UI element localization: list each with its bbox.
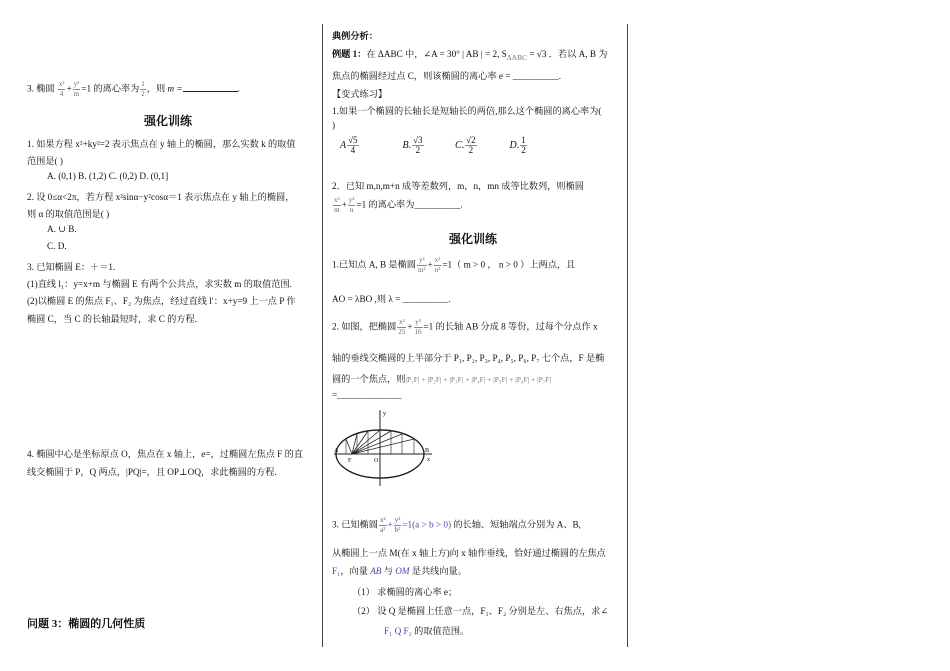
r3-mid: 的长轴、短轴端点分别为 A、B, [451, 519, 581, 530]
ex1-text: 在 ΔABC 中，∠A = 30° | AB | = 2, S [366, 49, 507, 59]
ex1-text-b: = √3 ．若以 A, B 为 [527, 49, 608, 59]
r2-frac-y: $\frac{\text{y²}}{16}$ [414, 318, 422, 336]
r1-frac-y: $\frac{\text{y²}}{\text{m²}}$ [417, 256, 426, 274]
vp1-line2: ) [332, 120, 336, 130]
vp2-frac-x: $\frac{\text{x²}}{m}$ [334, 196, 340, 214]
q3-plus: + [66, 83, 72, 94]
label-a: A [334, 448, 339, 454]
ex1-sub: ΔABC [506, 52, 528, 62]
r2-line2: 轴的垂线交椭圆的上半部分于 P₁, P₂, P₃, P₄, P₅, P₆, P₇ 七个点，F 是椭 [332, 353, 605, 363]
left-p3-line3: (2)以椭圆 E 的焦点 F₁、F₂ 为焦点，经过直线 l′：x+y=9 上一点 P 作 [27, 296, 296, 306]
r2-mid: =1 的长轴 AB 分成 8 等份，过每个分点作 x [423, 321, 598, 332]
r3-and: 与 [381, 566, 396, 576]
r3-angle: F₁ Q F₂ [384, 626, 412, 636]
ellipse-figure [334, 406, 434, 492]
left-p2-line1: 2. 设 0≤α<2π，若方程 x²sinα−y²cosα＝1 表示焦点在 y 轴上的椭圆， [27, 192, 295, 202]
example-title: 典例分析： [332, 31, 378, 41]
focal-ray-1 [346, 439, 352, 454]
left-p2-options-ab: A. ∪ B. [47, 224, 77, 234]
right-heading-training: 强化训练 [449, 232, 498, 246]
r3-vector-ab: AB [370, 566, 382, 576]
r3-range: 的取值范围。 [411, 626, 470, 636]
r2-line4: =______________ [332, 390, 402, 400]
r3-f1: F₁ [332, 566, 341, 576]
left-p3-line2: (1)直线 l₁：y=x+m 与椭圆 E 有两个公共点，求实数 m 的取值范围. [27, 279, 292, 289]
r3-sub3 [384, 623, 469, 637]
left-p3-line1: 3. 已知椭圆 E：＋＝1. [27, 262, 116, 272]
left-p4-line1: 4. 椭圆中心是坐标原点 O，焦点在 x 轴上，e=，过椭圆左焦点 F 的直 [27, 449, 303, 459]
r2-line3-text: 圆的一个焦点，则 [332, 374, 406, 384]
r2-sum-expression: |P₁F| + |P₂F| + |P₃F| + |P₄F| + |P₅F| + |P₆F| + |P₇F| [405, 375, 552, 384]
left-p4-line2: 线交椭圆于 P，Q 两点，|PQ|=，且 OP⊥OQ，求此椭圆的方程. [27, 467, 277, 477]
vp2-line2: $\frac{\text{x²}}{m}$ + $\frac{\text{y²}}{n}$ =1 的离心率为__________. [334, 196, 463, 214]
r3-frac-x: $\frac{\text{x²}}{\text{a²}}$ [379, 516, 386, 534]
r1-line2: AO = λBO ,则 λ = __________. [332, 294, 451, 304]
r3-vector-om: OM [395, 566, 410, 576]
left-p1-line2: 范围是( ) [27, 156, 63, 166]
vp1-option-b: B. $\frac{√3}{2}$ [402, 135, 423, 155]
label-y: y [383, 411, 386, 417]
r2-line3 [332, 371, 551, 385]
q3-blank [183, 83, 238, 92]
q3-mid: =1 的离心率为 [81, 83, 140, 94]
label-f: F [348, 458, 352, 464]
ex1-label: 例题 1： [332, 49, 367, 59]
left-p3-line4: 椭圆 C，当 C 的长轴最短时，求 C 的方程. [27, 314, 197, 324]
label-x: x [427, 457, 430, 463]
vp2-line1: 2．已知 m,n,m+n 成等差数列，m，n，mn 成等比数列，则椭圆 [332, 181, 584, 191]
vp2-frac-y: $\frac{\text{y²}}{n}$ [348, 196, 355, 214]
r3-pre: 3. 已知椭圆 [332, 519, 378, 530]
left-p2-options-cd: C. D. [47, 241, 67, 251]
r1-mid: =1（ m > 0 ， n > 0 ）上两点，且 [442, 259, 576, 270]
left-heading-training: 强化训练 [144, 114, 193, 128]
r3-line1: 3. 已知椭圆 $\frac{\text{x²}}{\text{a²}}$ + $\frac{\text{y²}}{\text{b²}}$ =1(a > b > 0) 的长轴、短轴端点分别为 A、B, [332, 516, 581, 534]
r2-frac-x: $\frac{\text{x²}}{25}$ [398, 318, 406, 336]
q3-frac-half: $\frac{1}{2}$ [141, 80, 145, 98]
q3-post: ，则 [146, 83, 166, 94]
vp1-line1: 1.如果一个椭圆的长轴长是短轴长的两倍,那么这个椭圆的离心率为( [332, 106, 602, 116]
ex1-line2: 焦点的椭圆经过点 C，则该椭圆的离心率 e = __________. [332, 71, 561, 81]
r2-line1: 2. 如图，把椭圆 $\frac{\text{x²}}{25}$ + $\frac{\text{y²}}{16}$ =1 的长轴 AB 分成 8 等份，过每个分点作 x [332, 318, 598, 336]
r1-pre: 1.已知点 A, B 是椭圆 [332, 259, 416, 270]
column-divider-left [322, 24, 323, 647]
r3-condition: =1(a > b > 0) [402, 519, 452, 530]
q3-frac-x: $\frac{\text{x²}}{4}$ [58, 80, 65, 98]
vp1-option-c: C. $\frac{√2}{2}$ [455, 135, 476, 155]
r3-sub2: （2） 设 Q 是椭圆上任意一点，F₁、F₂ 分别是左、右焦点，求∠ [352, 606, 609, 616]
label-o: O [374, 458, 379, 464]
r3-line3 [332, 563, 467, 577]
q3-var: m = [167, 83, 183, 94]
r3-sub1: （1） 求椭圆的离心率 e； [352, 587, 458, 597]
variant-practice-title: 【变式练习】 [332, 89, 388, 99]
column-divider-right [627, 24, 628, 647]
vp1-options [340, 136, 550, 155]
r2-pre: 2. 如图，把椭圆 [332, 321, 397, 332]
vp1-option-d: D. $\frac{1}{2}$ [509, 135, 526, 155]
focal-ray-5 [352, 431, 391, 454]
left-q3: 3. 椭圆 $\frac{\text{x²}}{4}$ + $\frac{\text{y²}}{m}$ =1 的离心率为 $\frac{1}{2}$ ，则 m = . [27, 80, 240, 98]
q3-prefix: 3. 椭圆 [27, 83, 55, 94]
vp1-option-a: A $\frac{√5}{4}$ [340, 135, 358, 155]
r3-line2: 从椭圆上一点 M(在 x 轴上方)向 x 轴作垂线，恰好通过椭圆的左焦点 [332, 548, 606, 558]
ex1-line1 [332, 46, 607, 62]
left-problem3-title: 问题 3：椭圆的几何性质 [27, 618, 146, 630]
left-p2-line2: 则 α 的取值范围是( ) [27, 209, 110, 219]
left-p1-options: A. (0,1) B. (1,2) C. (0,2) D. (0,1] [47, 171, 169, 181]
label-b: B [425, 448, 430, 454]
r3-vec-text: ，向量 [340, 566, 371, 576]
vp2-text: =1 的离心率为__________. [356, 199, 463, 210]
q3-frac-y: $\frac{\text{y²}}{m}$ [73, 80, 80, 98]
r3-collinear: 是共线向量。 [409, 566, 467, 576]
r1-frac-x: $\frac{\text{x²}}{\text{n²}}$ [434, 256, 441, 274]
left-p1-line1: 1. 如果方程 x²+ky²=2 表示焦点在 y 轴上的椭圆，那么实数 k 的取值 [27, 139, 296, 149]
r3-frac-y: $\frac{\text{y²}}{\text{b²}}$ [394, 516, 401, 534]
r1-line1: 1.已知点 A, B 是椭圆 $\frac{\text{y²}}{\text{m²}}$ + $\frac{\text{x²}}{\text{n²}}$ =1（ m > 0 ， n > 0 ）上两点，且 [332, 256, 576, 274]
